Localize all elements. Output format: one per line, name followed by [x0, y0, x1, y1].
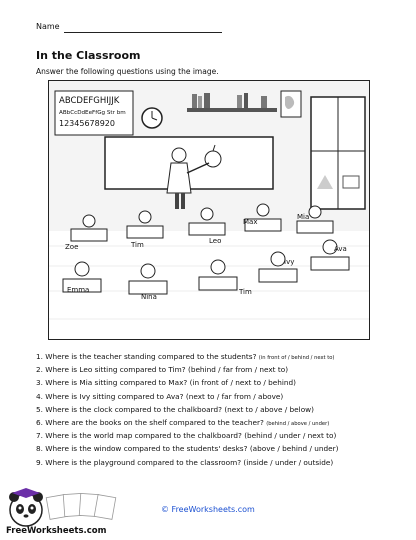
question-7: 7. Where is the world map compared to the chalkboard? (behind / under / next to)	[36, 431, 337, 441]
question-5: 5. Where is the clock compared to the chalkboard? (next to / above / below)	[36, 404, 314, 414]
alphabet-board	[55, 91, 133, 135]
student-label-mia: Mia	[297, 213, 310, 221]
question-4: 4. Where is Ivy sitting compared to Ava? (next to / far from / above)	[36, 391, 284, 401]
student-label-emma: Emma	[67, 286, 90, 294]
name-line	[64, 32, 222, 33]
panda-icon	[9, 488, 43, 526]
question-6: 6. Where are the books on the shelf compared to the teacher? (behind / above / under)	[36, 417, 330, 427]
question-9: 9. Where is the playground compared to the classroom? (inside / under / outside)	[36, 457, 334, 467]
freeworksheets-logo	[4, 488, 154, 536]
student-label-tim-back: Tim	[239, 288, 252, 296]
question-8: 8. Where is the window compared to the students' desks? (above / behind / under)	[36, 444, 339, 454]
question-list	[36, 350, 396, 469]
alphabet-board-letters: ABCDEFGHIJJK	[59, 96, 120, 106]
student-label-ivy: Ivy	[284, 258, 295, 266]
worksheet-title: In the Classroom	[36, 49, 141, 62]
student-label-leo: Leo	[209, 237, 222, 245]
alphabet-board-letters-lowercase: ABbCcDdEeFfGg Str bm	[59, 110, 126, 116]
instructions: Answer the following questions using the image.	[36, 67, 219, 76]
question-2: 2. Where is Leo sitting compared to Tim? (behind / far from / next to)	[36, 365, 289, 375]
window	[311, 97, 365, 209]
classroom-illustration	[48, 80, 370, 340]
student-label-ava: Ava	[334, 245, 347, 253]
alphabet-board-numbers: 12345678920	[59, 119, 115, 128]
footer-url-link[interactable]: © FreeWorksheets.com	[161, 505, 255, 514]
clock	[142, 108, 162, 128]
student-label-zoe: Zoe	[65, 243, 79, 251]
student-label-max: Max	[243, 218, 258, 226]
question-1: 1. Where is the teacher standing compared to the students? (in front of / behind / next to)	[36, 352, 335, 361]
world-map	[281, 91, 301, 117]
worksheet-stack-icon	[46, 493, 116, 519]
name-label: Name	[36, 22, 60, 31]
student-label-tim-front: Tim	[131, 241, 144, 249]
question-3: 3. Where is Mia sitting compared to Max? (in front of / next to / behind)	[36, 378, 297, 388]
student-label-nina: Nina	[141, 293, 157, 301]
footer-brand: FreeWorksheets.com	[6, 526, 107, 536]
